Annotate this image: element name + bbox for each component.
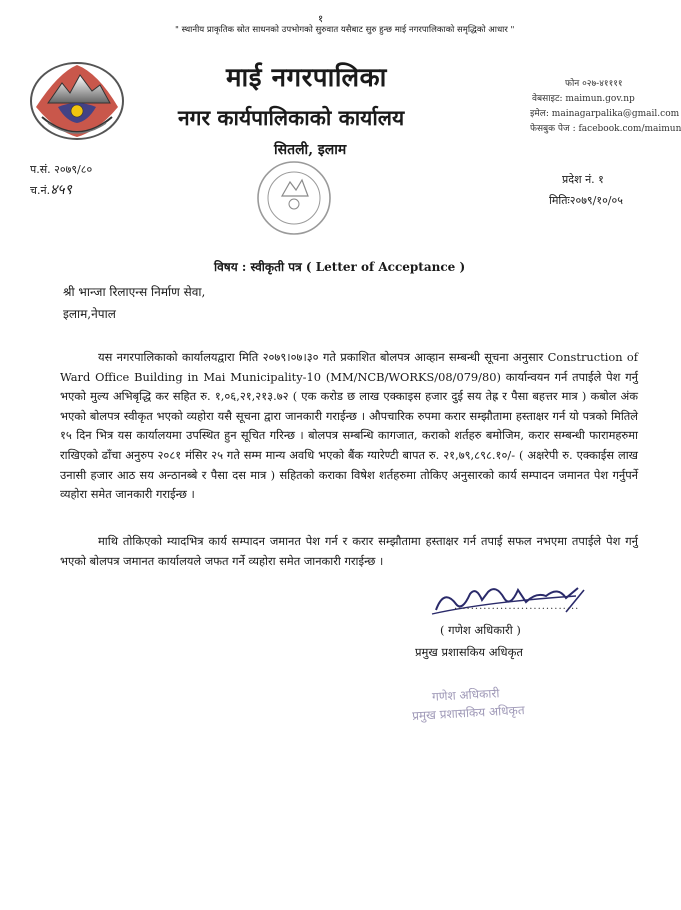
dispatch-number (30, 180, 72, 199)
contact-website: वेबसाइट: maimun.gov.np (532, 94, 635, 104)
signatory-title: प्रमुख प्रशासकिय अधिकृत (415, 645, 523, 659)
letter-paragraph-1: यस नगरपालिकाको कार्यालयद्वारा मिति २०७९।०७।३० गते प्रकाशित बोलपत्र आव्हान सम्बन्धी सूचना अनुसार Construction of Ward Office Building in Mai Municipality-10 (MM/NCB/WORKS/08/079/80) कार्यान्वयन गर्न तपाईले पेश गर्नु भएको मुल्य अभिबृद्धि कर सहित रु. १,०६,२१,२१३.७२ ( एक करोड छ लाख एक्काइस हजार दुई सय तेह्र र पैसा बहत्तर मात्र ) कबोल अंक भएको बोलपत्र स्वीकृत भएको व्यहोरा यसै सूचना द्वारा जानकारी गराईन्छ । औपचारिक रुपमा करार सम्झौतामा हस्ताक्षर गर्न यो पत्रको मितिले १५ दिन भित्र यस कार्यालयमा उपस्थित हुन सूचित गरिन्छ । बोलपत्र सम्बन्धि कागजात, कराको शर्तहरु बमोजिम, करार सम्बन्धी फारामहरुमा राखिएको ढाँचा अनुरुप २०८१ मंसिर २५ गते सम्म मान्य अवधि भएको बैंक ग्यारेण्टी बापत रु. २१,७९,८९८.१०/- ( अक्षरेपी रु. एक्काईस लाख उनासी हजार आठ सय अन्ठानब्बे र पैसा दस मात्र ) सहितको कराका विषेश शर्तहरुमा तोकिए अनुसारको कार्य सम्पादन जमानत पेश गर्नुपर्ने व्यहोरा समेत जानकारी गराईन्छ । (60, 350, 639, 502)
dispatch-label: च.नं. (30, 184, 51, 197)
office-name: नगर कार्यपालिकाको कार्यालय (178, 105, 405, 130)
contact-facebook: फेसबुक पेज : facebook.com/maimun (530, 124, 681, 134)
dispatch-number-handwritten: ४५९ (50, 182, 72, 198)
office-stamp-icon (246, 156, 342, 240)
recipient-name: श्री भान्जा रिलाएन्स निर्माण सेवा, (63, 285, 206, 299)
signatory-name: ( गणेश अधिकारी ) (440, 623, 521, 637)
name-stamp-line-2: प्रमुख प्रशासकिय अधिकृत (411, 703, 525, 723)
reference-number: प.सं. २०७९/८० (30, 163, 93, 176)
nepal-emblem-logo-icon (28, 55, 126, 143)
page-top-number: १ (318, 14, 324, 25)
letter-date: मितिः२०७९/१०/०५ (549, 194, 623, 207)
province-number: प्रदेश नं. १ (562, 173, 604, 186)
contact-email: इमेल: mainagarpalika@gmail.com (530, 109, 680, 119)
municipality-name: माई नगरपालिका (226, 63, 387, 93)
office-location: सितली, इलाम (274, 142, 347, 158)
recipient-address: इलाम,नेपाल (63, 307, 116, 321)
name-stamp-line-1: गणेश अधिकारी (431, 686, 500, 704)
motto-text: " स्थानीय प्राकृतिक स्रोत साधनको उपभोगको सुरुवात यसैबाट सुरु हुन्छ माई नगरपालिकाको समृद्धिको आधार " (175, 25, 515, 35)
letter-paragraph-2: माथि तोकिएको म्यादभित्र कार्य सम्पादन जमानत पेश गर्न र करार सम्झौतामा हस्ताक्षर गर्न तपाई सफल नभएमा तपाईले पेश गर्नु भएको बोलपत्र जमानत कार्यालयले जफत गर्ने व्यहोरा समेत जानकारी गराईन्छ । (60, 534, 638, 568)
letter-subject: विषय : स्वीकृती पत्र ( Letter of Acceptance ) (214, 260, 466, 274)
signature-line: .............................. (454, 601, 580, 612)
contact-phone: फोन ०२७-४११११ (565, 79, 623, 89)
